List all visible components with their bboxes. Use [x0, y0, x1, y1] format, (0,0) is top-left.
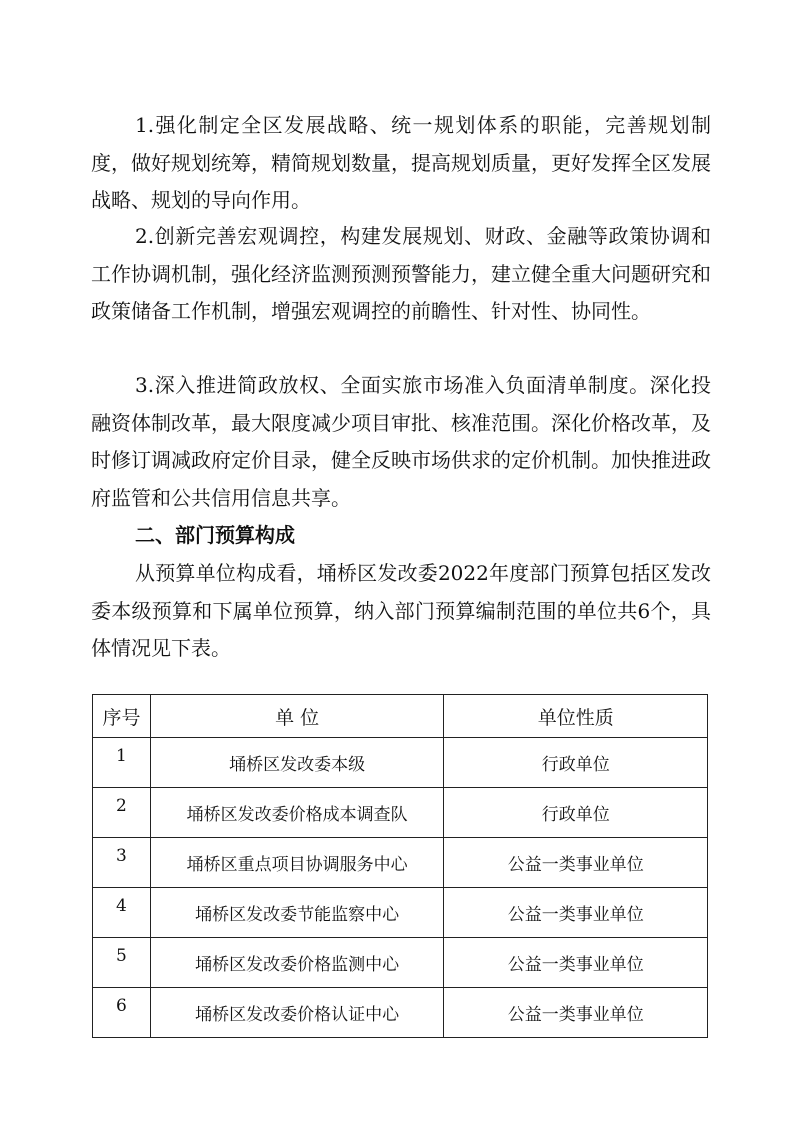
paragraph-item-1: 1.强化制定全区发展战略、统一规划体系的职能，完善规划制度，做好规划统筹，精简规划数量，提高规划质量，更好发挥全区发展战略、规划的导向作用。	[91, 113, 711, 212]
table-row	[93, 938, 708, 988]
cell-nature: 行政单位	[444, 738, 708, 788]
cell-unit: 埇桥区发改委节能监察中心	[150, 888, 444, 938]
table-header-row	[93, 695, 708, 738]
table-row	[93, 888, 708, 938]
cell-seq: 4	[93, 888, 151, 938]
header-seq: 序号	[93, 695, 151, 738]
table-row	[93, 838, 708, 888]
cell-seq: 3	[93, 838, 151, 888]
cell-seq: 5	[93, 938, 151, 988]
cell-nature: 行政单位	[444, 788, 708, 838]
header-nature: 单位性质	[444, 695, 708, 738]
cell-nature: 公益一类事业单位	[444, 838, 708, 888]
cell-seq: 1	[93, 738, 151, 788]
section-intro: 从预算单位构成看，埇桥区发改委2022年度部门预算包括区发改委本级预算和下属单位预算，纳入部门预算编制范围的单位共6个，具体情况见下表。	[91, 561, 711, 660]
cell-unit: 埇桥区发改委本级	[150, 738, 444, 788]
cell-seq: 2	[93, 788, 151, 838]
cell-unit: 埇桥区重点项目协调服务中心	[150, 838, 444, 888]
unit-table	[92, 694, 708, 1038]
cell-nature: 公益一类事业单位	[444, 988, 708, 1038]
cell-seq: 6	[93, 988, 151, 1038]
cell-nature: 公益一类事业单位	[444, 888, 708, 938]
cell-unit: 埇桥区发改委价格监测中心	[150, 938, 444, 988]
cell-unit: 埇桥区发改委价格成本调查队	[150, 788, 444, 838]
header-unit: 单 位	[150, 695, 444, 738]
paragraph-item-3: 3.深入推进简政放权、全面实旅市场准入负面清单制度。深化投融资体制改革，最大限度减少项目审批、核准范围。深化价格改革，及时修订调减政府定价目录，健全反映市场供求的定价机制。加快推进政府监管和公共信用信息共享。	[91, 373, 711, 510]
cell-nature: 公益一类事业单位	[444, 938, 708, 988]
section-heading: 二、部门预算构成	[135, 523, 295, 547]
table-row	[93, 788, 708, 838]
paragraph-item-2: 2.创新完善宏观调控，构建发展规划、财政、金融等政策协调和工作协调机制，强化经济监测预测预警能力，建立健全重大问题研究和政策储备工作机制，增强宏观调控的前瞻性、针对性、协同性。	[91, 224, 711, 323]
table-row	[93, 738, 708, 788]
cell-unit: 埇桥区发改委价格认证中心	[150, 988, 444, 1038]
table-row	[93, 988, 708, 1038]
